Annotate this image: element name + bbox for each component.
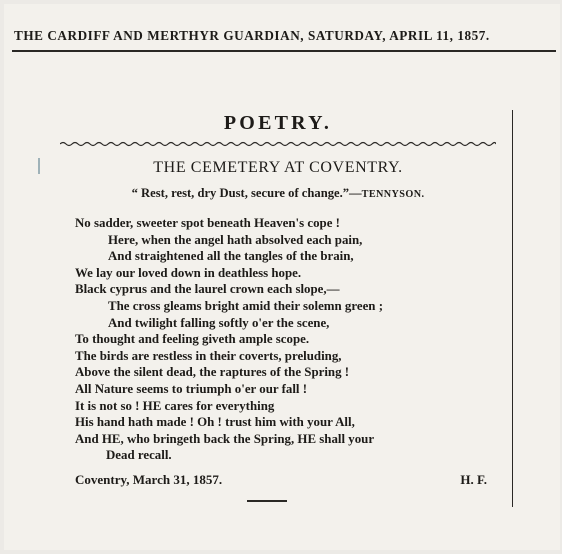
poem-line: The birds are restless in their coverts, preluding,	[75, 348, 342, 363]
poem-line: It is not so ! HE cares for everything	[75, 398, 275, 413]
poem-line: To thought and feeling giveth ample scope.	[75, 332, 310, 347]
epigraph	[60, 186, 496, 201]
poem-line: All Nature seems to triumph o'er our fall !	[75, 381, 308, 396]
poem-line: No sadder, sweeter spot beneath Heaven's cope !	[75, 216, 340, 230]
masthead-rule	[12, 50, 556, 52]
author-initials: H. F.	[460, 472, 487, 487]
signoff	[75, 472, 487, 488]
poem-body	[75, 215, 505, 464]
newspaper-masthead: THE CARDIFF AND MERTHYR GUARDIAN, SATURDAY, APRIL 11, 1857.	[14, 28, 490, 43]
poem-line: Dead recall.	[106, 448, 172, 463]
wavy-divider	[60, 140, 496, 148]
poem-line: Above the silent dead, the raptures of the Spring !	[75, 365, 350, 380]
poem-line: We lay our loved down in deathless hope.	[75, 265, 302, 280]
section-title: POETRY.	[223, 112, 333, 134]
poem-line: And twilight falling softly o'er the scene,	[108, 315, 330, 330]
poem-line: His hand hath made ! Oh ! trust him with your All,	[75, 415, 355, 430]
end-rule	[247, 500, 287, 502]
poem-line: Black cyprus and the laurel crown each slope,—	[75, 282, 340, 297]
column-rule	[512, 110, 513, 507]
poem-line: Here, when the angel hath absolved each pain,	[108, 232, 363, 247]
margin-mark	[38, 158, 40, 174]
place-date: Coventry, March 31, 1857.	[75, 472, 223, 487]
poem-line: And HE, who bringeth back the Spring, HE shall your	[75, 431, 375, 446]
poem-line: The cross gleams bright amid their solemn green ;	[108, 298, 383, 313]
poem-title: THE CEMETERY AT COVENTRY.	[153, 159, 403, 176]
epigraph-author: TENNYSON.	[361, 189, 425, 200]
epigraph-quote: “ Rest, rest, dry Dust, secure of change.”—	[131, 186, 362, 200]
poem-line: And straightened all the tangles of the brain,	[108, 249, 354, 264]
